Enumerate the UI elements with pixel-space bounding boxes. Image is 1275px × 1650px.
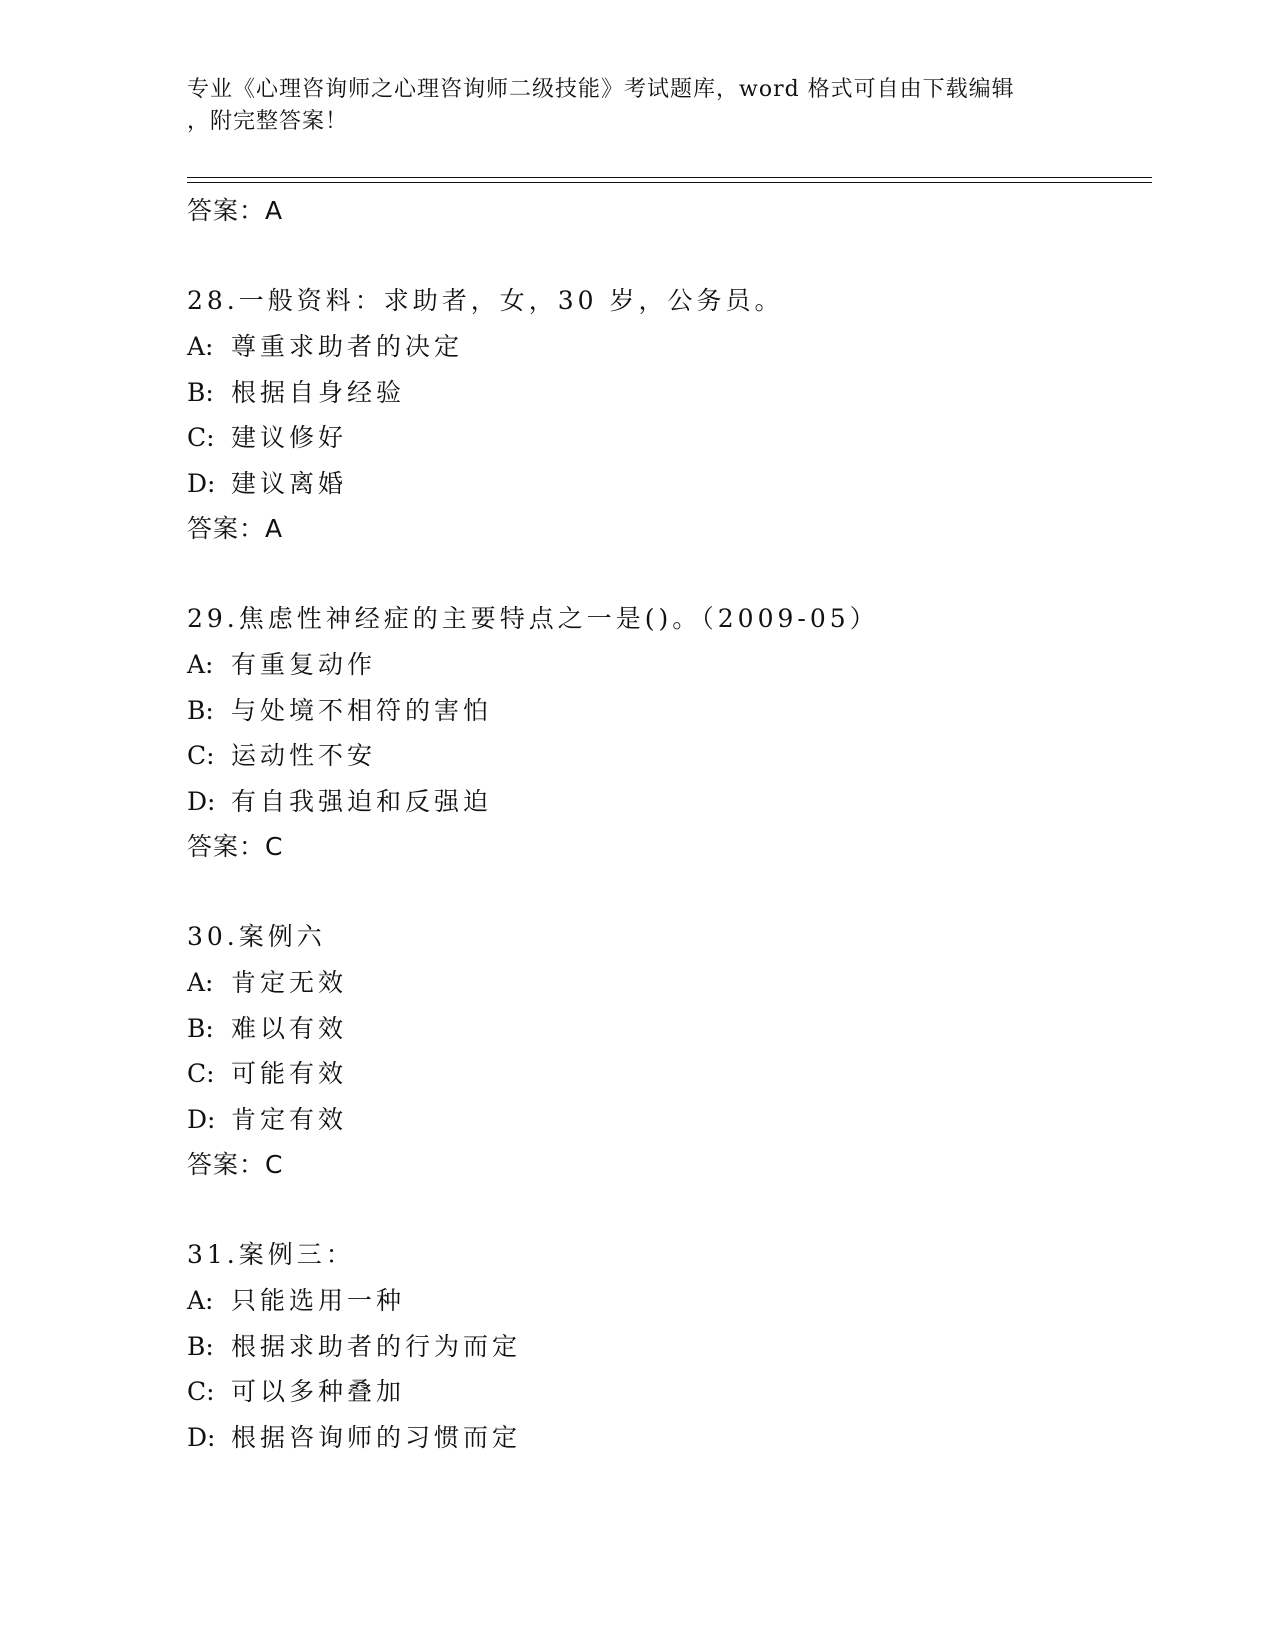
option-letter: B: (187, 695, 214, 725)
option-text: 肯定有效 (231, 1104, 348, 1134)
question-list (187, 188, 1147, 1460)
option-c (187, 1051, 1147, 1097)
option-c (187, 1369, 1147, 1415)
option-a (187, 960, 1147, 1006)
option-d (187, 1415, 1147, 1461)
option-letter: C: (187, 741, 215, 770)
option-letter: B: (187, 1331, 214, 1361)
option-letter: B: (187, 377, 214, 407)
option-text: 尊重求助者的决定 (231, 332, 464, 361)
option-letter: D: (187, 468, 216, 498)
option-a (187, 1278, 1147, 1324)
option-letter: B: (187, 1013, 214, 1043)
option-text: 建议修好 (231, 423, 348, 452)
option-c (187, 733, 1147, 779)
question-block (187, 1232, 1147, 1460)
option-d (187, 779, 1147, 825)
header-rule-top (187, 177, 1152, 178)
question-block (187, 278, 1147, 552)
option-letter: A: (187, 650, 214, 679)
question-title: 28.一般资料：求助者，女，30 岁，公务员。 (187, 286, 784, 315)
option-letter: C: (187, 1059, 215, 1088)
option-text: 有自我强迫和反强迫 (231, 786, 493, 816)
option-text: 只能选用一种 (231, 1286, 406, 1315)
option-text: 肯定无效 (231, 968, 348, 997)
question-title: 30.案例六 (187, 922, 326, 951)
answer-line: 答案：C (187, 1150, 284, 1179)
option-b (187, 688, 1147, 734)
option-text: 有重复动作 (231, 650, 377, 679)
option-letter: C: (187, 1377, 215, 1406)
answer-line: 答案：C (187, 832, 284, 861)
option-letter: D: (187, 1422, 216, 1452)
option-text: 可能有效 (231, 1059, 348, 1088)
option-text: 根据求助者的行为而定 (231, 1331, 522, 1361)
question-block (187, 596, 1147, 870)
option-letter: A: (187, 332, 214, 361)
option-a (187, 642, 1147, 688)
option-d (187, 461, 1147, 507)
option-b (187, 1324, 1147, 1370)
answer-line: 答案：A (187, 196, 284, 225)
option-letter: D: (187, 1104, 216, 1134)
option-text: 与处境不相符的害怕 (231, 695, 493, 725)
header-rule-bottom (187, 182, 1152, 183)
option-b (187, 370, 1147, 416)
option-text: 可以多种叠加 (231, 1377, 406, 1406)
header-line-2: ，附完整答案！ (187, 109, 349, 134)
option-text: 建议离婚 (231, 468, 348, 498)
question-block (187, 914, 1147, 1188)
option-text: 根据自身经验 (231, 377, 406, 407)
option-a (187, 324, 1147, 370)
option-text: 难以有效 (231, 1013, 348, 1043)
question-title: 31.案例三： (187, 1240, 355, 1269)
question-title: 29.焦虑性神经症的主要特点之一是()。（2009-05） (187, 604, 879, 633)
option-c (187, 415, 1147, 461)
document-header (187, 74, 1087, 138)
option-text: 运动性不安 (231, 741, 377, 770)
option-d (187, 1097, 1147, 1143)
option-letter: C: (187, 423, 215, 452)
answer-line: 答案：A (187, 514, 284, 543)
option-text: 根据咨询师的习惯而定 (231, 1422, 522, 1452)
option-letter: A: (187, 968, 214, 997)
header-line-1: 专业《心理咨询师之心理咨询师二级技能》考试题库，word 格式可自由下载编辑 (187, 77, 1015, 102)
option-b (187, 1006, 1147, 1052)
option-letter: D: (187, 786, 216, 816)
option-letter: A: (187, 1286, 214, 1315)
